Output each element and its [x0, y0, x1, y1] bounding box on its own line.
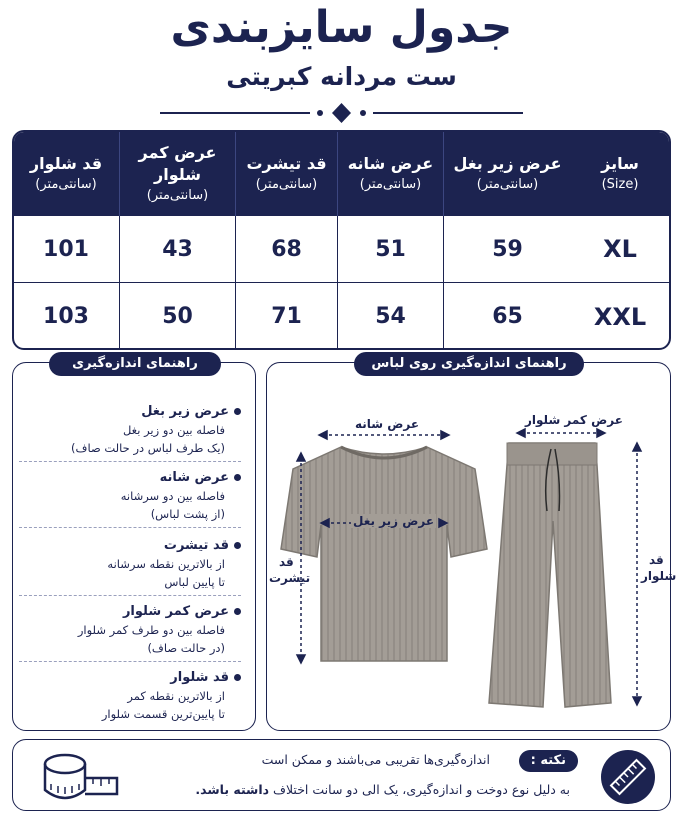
bullet-icon [234, 408, 241, 415]
measuring-tape-icon [41, 750, 121, 804]
label-waist: عرض کمر شلوار [525, 413, 623, 427]
value-cell: 71 [235, 283, 337, 350]
value-cell: 54 [337, 283, 443, 350]
garment-guide-panel [266, 356, 677, 731]
size-table [12, 130, 671, 350]
note-box [12, 739, 671, 811]
guide-separator [19, 595, 241, 596]
value-cell: 43 [119, 216, 235, 282]
garment-guide-title: راهنمای اندازه‌گیری روی لباس [354, 352, 584, 376]
bullet-icon [234, 474, 241, 481]
measurement-guide-panel [12, 356, 256, 731]
label-shirt-length-2: تیشرت [269, 571, 311, 585]
bullet-icon [234, 674, 241, 681]
header-waist: عرض کمر شلوار (سانتی‌متر) [119, 132, 235, 216]
value-cell: 68 [235, 216, 337, 282]
guide-title: راهنمای اندازه‌گیری [49, 352, 221, 376]
guide-separator [19, 661, 241, 662]
guide-separator [19, 527, 241, 528]
guide-separator [19, 461, 241, 462]
label-shirt-length-1: قد [279, 555, 294, 569]
size-cell: XXL [593, 302, 647, 331]
guide-item-armpit: عرض زیر بغل فاصله بین دو زیر بغل (یک طرف لباس در حالت صاف) [26, 403, 241, 457]
value-cell: 50 [119, 283, 235, 350]
guide-item-shoulder: عرض شانه فاصله بین دو سرشانه (از پشت لباس) [26, 469, 241, 523]
header-armpit: عرض زیر بغل (سانتی‌متر) [443, 132, 571, 216]
size-cell: XL [603, 235, 637, 263]
guide-item-pants-length: قد شلوار از بالاترین نقطه کمر تا پایین‌ترین قسمت شلوار [26, 669, 241, 723]
header-size: سایز (Size) [601, 154, 639, 192]
guide-item-waist: عرض کمر شلوار فاصله بین دو طرف کمر شلوار (در حالت صاف) [26, 603, 241, 657]
table-row [14, 283, 669, 350]
diamond-divider-icon [160, 103, 523, 123]
note-line-2: به دلیل نوع دوخت و اندازه‌گیری، یک الی دو سانت اختلاف داشته باشد. [195, 782, 570, 797]
header-pants-length: قد شلوار (سانتی‌متر) [12, 132, 119, 216]
ruler-icon [600, 749, 656, 805]
label-pants-length-1: قد [649, 553, 664, 567]
label-shoulder: عرض شانه [355, 417, 420, 431]
label-chest: عرض زیر بغل [353, 514, 435, 528]
table-header [14, 132, 669, 216]
label-pants-length-2: شلوار [641, 569, 677, 583]
value-cell: 65 [443, 283, 571, 350]
guide-item-shirt-length: قد تیشرت از بالاترین نقطه سرشانه تا پایین لباس [26, 537, 241, 591]
page-subtitle: ست مردانه کبریتی [226, 62, 457, 91]
note-line-1: اندازه‌گیری‌ها تقریبی می‌باشند و ممکن است [261, 752, 490, 767]
value-cell: 103 [12, 283, 119, 350]
page-title: جدول سایزبندی [170, 2, 513, 53]
header-shirt-length: قد تیشرت (سانتی‌متر) [235, 132, 337, 216]
value-cell: 101 [12, 216, 119, 282]
value-cell: 51 [337, 216, 443, 282]
bullet-icon [234, 608, 241, 615]
bullet-icon [234, 542, 241, 549]
table-row [14, 216, 669, 283]
value-cell: 59 [443, 216, 571, 282]
header-shoulder: عرض شانه (سانتی‌متر) [337, 132, 443, 216]
note-label: نکته : [519, 750, 578, 772]
